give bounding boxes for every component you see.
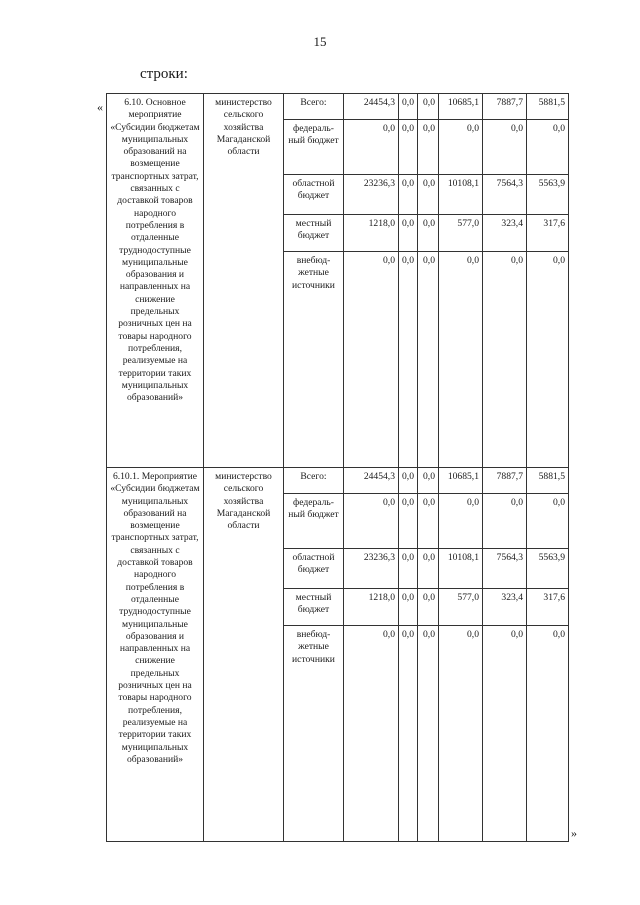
funding-source: местный бюджет [284, 215, 344, 252]
amount-cell: 0,0 [344, 252, 399, 468]
table-row [107, 468, 569, 494]
amount-cell: 317,6 [527, 215, 569, 252]
amount-cell: 0,0 [418, 589, 439, 626]
funding-source: областной бюджет [284, 175, 344, 215]
amount-cell: 10685,1 [439, 94, 483, 120]
amount-cell: 0,0 [344, 626, 399, 842]
amount-cell: 323,4 [483, 589, 527, 626]
amount-cell: 577,0 [439, 215, 483, 252]
quote-open: « [97, 100, 103, 114]
amount-cell: 0,0 [418, 175, 439, 215]
amount-cell: 0,0 [418, 120, 439, 175]
funding-source: внебюд-жетные источники [284, 626, 344, 842]
amount-cell: 0,0 [418, 468, 439, 494]
amount-cell: 0,0 [399, 494, 418, 549]
amount-cell: 5881,5 [527, 94, 569, 120]
amount-cell: 7887,7 [483, 94, 527, 120]
amount-cell: 5881,5 [527, 468, 569, 494]
amount-cell: 24454,3 [344, 468, 399, 494]
amount-cell: 0,0 [399, 252, 418, 468]
amount-cell: 7564,3 [483, 175, 527, 215]
amount-cell: 0,0 [527, 252, 569, 468]
amount-cell: 317,6 [527, 589, 569, 626]
amount-cell: 0,0 [399, 175, 418, 215]
amount-cell: 0,0 [527, 494, 569, 549]
amount-cell: 0,0 [399, 94, 418, 120]
activity-name: 6.10. Основное мероприятие «Субсидии бюджетам муниципальных образований на возмещение транспортных затрат, связанных с доставкой товаров народного потребления в отдаленные труднодоступные муниципальные образования и направленных на снижение предельных розничных цен на товары народного потребления, реализуемые на территории таких муниципальных образований» [107, 94, 204, 468]
funding-source: внебюд-жетные источники [284, 252, 344, 468]
quote-close: » [571, 826, 577, 840]
amount-cell: 23236,3 [344, 175, 399, 215]
amount-cell: 1218,0 [344, 215, 399, 252]
amount-cell: 0,0 [483, 494, 527, 549]
amount-cell: 0,0 [439, 252, 483, 468]
amount-cell: 0,0 [439, 120, 483, 175]
amount-cell: 10108,1 [439, 549, 483, 589]
funding-source: Всего: [284, 468, 344, 494]
amount-cell: 10108,1 [439, 175, 483, 215]
amount-cell: 0,0 [527, 120, 569, 175]
amount-cell: 0,0 [483, 252, 527, 468]
funding-table [106, 93, 569, 842]
amount-cell: 0,0 [344, 494, 399, 549]
amount-cell: 0,0 [527, 626, 569, 842]
funding-source: федераль-ный бюджет [284, 120, 344, 175]
amount-cell: 0,0 [439, 626, 483, 842]
amount-cell: 24454,3 [344, 94, 399, 120]
amount-cell: 0,0 [418, 626, 439, 842]
amount-cell: 0,0 [399, 549, 418, 589]
amount-cell: 10685,1 [439, 468, 483, 494]
amount-cell: 5563,9 [527, 549, 569, 589]
amount-cell: 577,0 [439, 589, 483, 626]
amount-cell: 323,4 [483, 215, 527, 252]
lead-text: строки: [140, 66, 188, 82]
page-number: 15 [313, 34, 327, 49]
funding-source: местный бюджет [284, 589, 344, 626]
amount-cell: 0,0 [399, 468, 418, 494]
table-row [107, 94, 569, 120]
funding-source: федераль-ный бюджет [284, 494, 344, 549]
amount-cell: 0,0 [483, 120, 527, 175]
amount-cell: 0,0 [418, 215, 439, 252]
amount-cell: 0,0 [418, 494, 439, 549]
amount-cell: 0,0 [399, 120, 418, 175]
amount-cell: 0,0 [399, 589, 418, 626]
responsible-ministry: министерство сельского хозяйства Магаданской области [204, 468, 284, 842]
amount-cell: 0,0 [418, 252, 439, 468]
amount-cell: 7564,3 [483, 549, 527, 589]
amount-cell: 0,0 [439, 494, 483, 549]
amount-cell: 0,0 [399, 215, 418, 252]
amount-cell: 7887,7 [483, 468, 527, 494]
amount-cell: 0,0 [418, 94, 439, 120]
amount-cell: 0,0 [344, 120, 399, 175]
amount-cell: 1218,0 [344, 589, 399, 626]
amount-cell: 5563,9 [527, 175, 569, 215]
funding-source: областной бюджет [284, 549, 344, 589]
amount-cell: 0,0 [418, 549, 439, 589]
responsible-ministry: министерство сельского хозяйства Магаданской области [204, 94, 284, 468]
activity-name: 6.10.1. Мероприятие «Субсидии бюджетам муниципальных образований на возмещение транспортных затрат, связанных с доставкой товаров народного потребления в отдаленные труднодоступные муниципальные образования и направленных на снижение предельных розничных цен на товары народного потребления, реализуемые на территории таких муниципальных образований» [107, 468, 204, 842]
amount-cell: 0,0 [399, 626, 418, 842]
amount-cell: 0,0 [483, 626, 527, 842]
funding-source: Всего: [284, 94, 344, 120]
amount-cell: 23236,3 [344, 549, 399, 589]
